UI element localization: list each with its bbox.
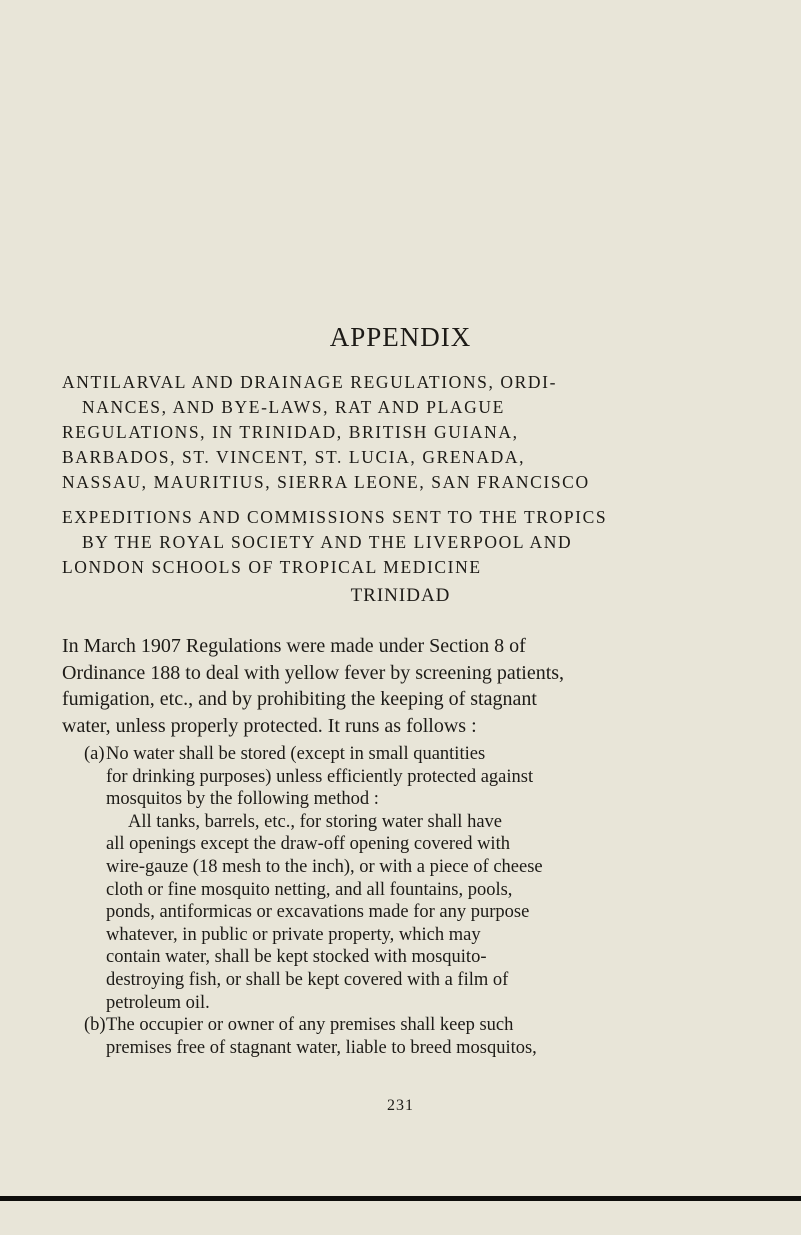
intro-paragraph [62, 633, 677, 739]
text-line: mosquitos by the following method : [106, 789, 379, 810]
page-title: APPENDIX [329, 322, 472, 352]
regulation-list [84, 743, 674, 1059]
text-line: wire-gauze (18 mesh to the inch), or with a piece of cheese [106, 856, 543, 877]
text-line: ponds, antiformicas or excavations made for any purpose [106, 902, 530, 923]
page-edge-divider [0, 1196, 801, 1201]
text-line: premises free of stagnant water, liable to breed mosquitos, [106, 1037, 537, 1058]
heading-line: NASSAU, MAURITIUS, SIERRA LEONE, SAN FRANCISCO [62, 472, 590, 492]
item-label: (b) [84, 1015, 106, 1036]
item-label: (a) [84, 744, 105, 764]
text-line: The occupier or owner of any premises shall keep such [106, 1015, 514, 1036]
heading-line: BY THE ROYAL SOCIETY AND THE LIVERPOOL AND [82, 532, 573, 552]
regulation-item-b [84, 1014, 674, 1059]
section-subheading: TRINIDAD [350, 585, 451, 606]
text-line: for drinking purposes) unless efficiently protected against [106, 766, 534, 787]
text-line: contain water, shall be kept stocked with mosquito- [106, 947, 487, 968]
text-line: fumigation, etc., and by prohibiting the keeping of stagnant [62, 688, 537, 710]
heading-line: NANCES, AND BYE-LAWS, RAT AND PLAGUE [82, 397, 505, 417]
heading-line: ANTILARVAL AND DRAINAGE REGULATIONS, ORDI- [62, 372, 558, 392]
heading-line: EXPEDITIONS AND COMMISSIONS SENT TO THE TROPICS [62, 507, 608, 527]
regulation-item-a [84, 743, 674, 1014]
text-line: All tanks, barrels, etc., for storing water shall have [128, 811, 502, 832]
page-number: 231 [387, 1097, 414, 1114]
text-line: whatever, in public or private property, which may [106, 924, 481, 945]
text-line: water, unless properly protected. It runs as follows : [62, 714, 477, 737]
text-line: cloth or fine mosquito netting, and all fountains, pools, [106, 879, 513, 900]
text-line: petroleum oil. [106, 992, 210, 1013]
text-line: destroying fish, or shall be kept covered with a film of [106, 969, 509, 990]
heading-line: BARBADOS, ST. VINCENT, ST. LUCIA, GRENADA, [62, 447, 526, 467]
heading-line: LONDON SCHOOLS OF TROPICAL MEDICINE [62, 557, 482, 577]
heading-line: REGULATIONS, IN TRINIDAD, BRITISH GUIANA, [62, 422, 519, 442]
text-line: Ordinance 188 to deal with yellow fever by screening patients, [62, 661, 565, 684]
section-heading-expeditions [62, 505, 662, 580]
text-line: all openings except the draw-off opening covered with [106, 834, 510, 855]
text-line: No water shall be stored (except in small quantities [106, 744, 486, 764]
text-line: In March 1907 Regulations were made under Section 8 of [62, 635, 526, 657]
section-heading-regulations [62, 370, 662, 495]
